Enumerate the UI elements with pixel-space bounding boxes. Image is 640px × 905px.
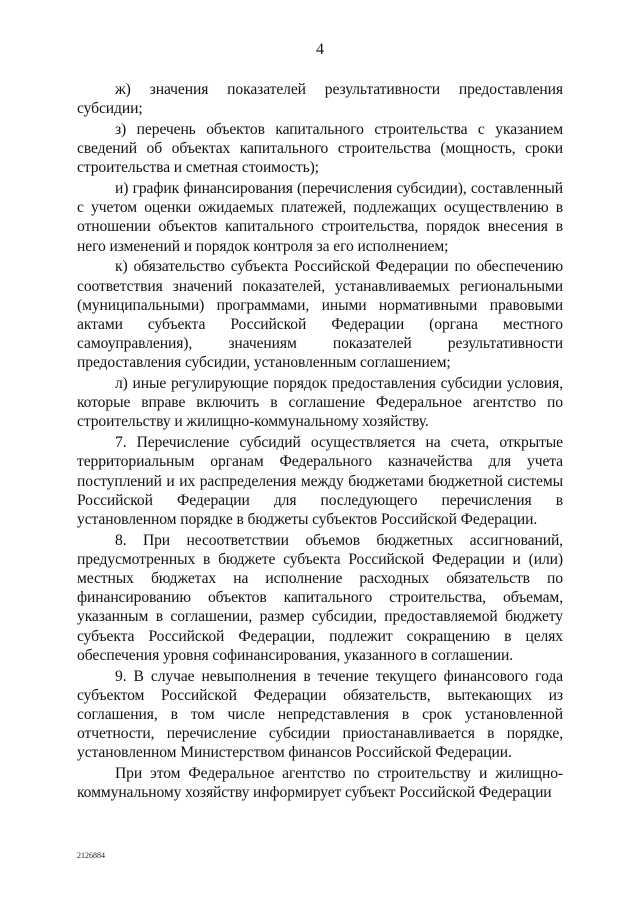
paragraph-item-i: и) график финансирования (перечисления субсидии), составленный с учетом оценки ожидаемых платежей, подлежащих осуществлению в отношении объектов капитального строительства, порядок внесения в него изменений и порядок контроля за его исполнением; [77, 180, 563, 255]
paragraph-item-l: л) иные регулирующие порядок предоставления субсидии условия, которые вправе включить в соглашение Федеральное агентство по строительству и жилищно-коммунальному хозяйству. [77, 375, 563, 431]
paragraph-clause-9: 9. В случае невыполнения в течение текущего финансового года субъектом Российской Федерации обязательств, вытекающих из соглашения, в том числе непредставления в срок установленной отчетности, перечисление субсидии приостанавливается в порядке, установленном Министерством финансов Российской Федерации. [77, 667, 563, 762]
paragraph-clause-7: 7. Перечисление субсидий осуществляется на счета, открытые территориальным органам Федерального казначейства для учета поступлений и их распределения между бюджетами бюджетной системы Российской Федерации для последующего перечисления в установленном порядке в бюджеты субъектов Российской Федерации. [77, 434, 563, 528]
document-id: 2126884 [77, 851, 105, 860]
page-number: 4 [316, 41, 324, 58]
document-body [77, 80, 563, 803]
paragraph-item-k: к) обязательство субъекта Российской Федерации по обеспечению соответствия значений показателей, устанавливаемых региональными (муниципальными) программами, иными нормативными правовыми актами субъекта Российской Федерации (органа местного самоуправления), значениям показателей результативности предоставления субсидии, установленным соглашением; [77, 258, 563, 372]
paragraph-item-z: з) перечень объектов капитального строительства с указанием сведений об объектах капитального строительства (мощность, сроки строительства и сметная стоимость); [77, 120, 563, 177]
paragraph-clause-8: 8. При несоответствии объемов бюджетных ассигнований, предусмотренных в бюджете субъекта Российской Федерации и (или) местных бюджетах на исполнение расходных обязательств по финансированию объектов капитального строительства, объемам, указанным в соглашении, размер субсидии, предоставляемой бюджету субъекта Российской Федерации, подлежит сокращению в целях обеспечения уровня софинансирования, указанного в соглашении. [77, 531, 563, 664]
paragraph-item-zh: ж) значения показателей результативности предоставления субсидии; [77, 81, 563, 118]
paragraph-continuation: При этом Федеральное агентство по строительству и жилищно-коммунальному хозяйству информирует субъект Российской Федерации [77, 765, 563, 802]
